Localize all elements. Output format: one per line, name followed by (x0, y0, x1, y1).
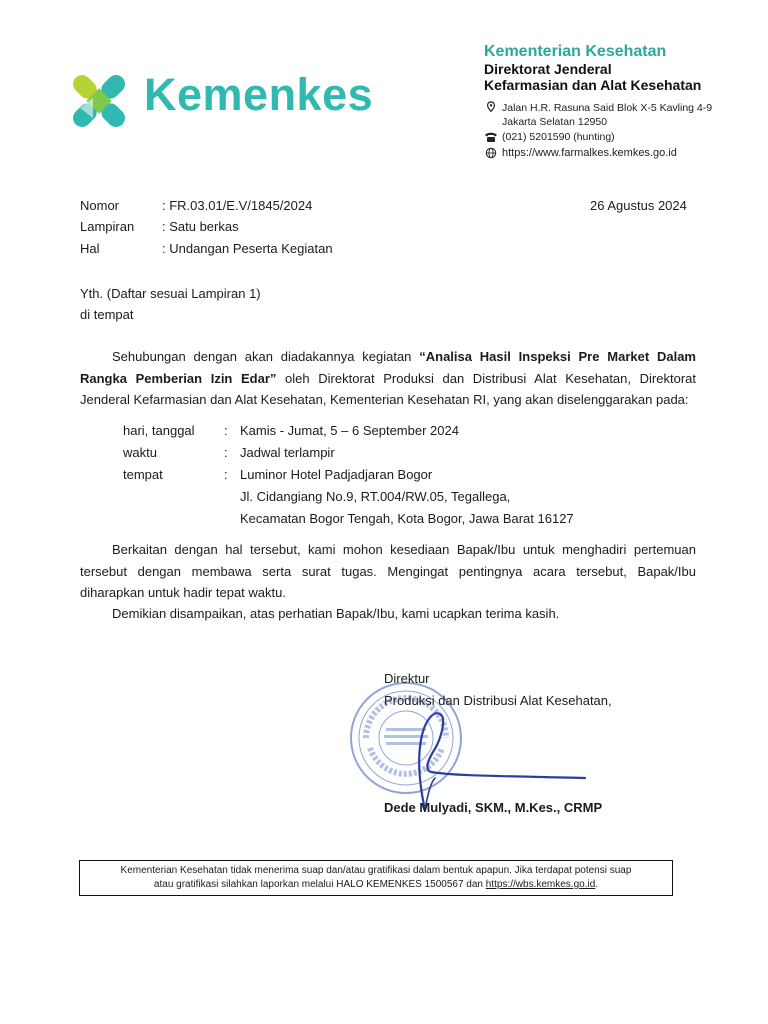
p1-line1 (112, 346, 696, 367)
footer-line2 (80, 878, 672, 892)
anti-gratification-notice (79, 860, 673, 896)
p1-event-title-a: “Analisa Hasil Inspeksi Pre Market Dalam (419, 349, 696, 364)
signatory-name: Dede Mulyadi, SKM., M.Kes., CRMP (384, 800, 603, 815)
signatory-title: Direktur (384, 671, 430, 686)
phone-block (484, 131, 615, 143)
footer-line1: Kementerian Kesehatan tidak menerima suap dan/atau gratifikasi dalam bentuk apapun. Jika terdapat potensi suap (120, 865, 632, 876)
tempat-value2: Jl. Cidangiang No.9, RT.004/RW.05, Tegallega, (240, 489, 511, 504)
lampiran-label: Lampiran (80, 219, 135, 234)
address-block (484, 101, 712, 129)
phone-number: (021) 5201590 (hunting) (502, 131, 615, 143)
p1-event-title-b: Rangka Pemberian Izin Edar” (80, 371, 277, 386)
lampiran-value: : Satu berkas (162, 219, 239, 234)
nomor-value: : FR.03.01/E.V/1845/2024 (162, 198, 313, 213)
wbs-link[interactable]: https://wbs.kemkes.go.id (485, 879, 596, 890)
address-line1: Jalan H.R. Rasuna Said Blok X-5 Kavling 4-9 (502, 102, 713, 114)
hal-label: Hal (80, 241, 100, 256)
hari-colon: : (224, 423, 228, 438)
website-block (484, 147, 677, 159)
p3-closing: Demikian disampaikan, atas perhatian Bapak/Ibu, kami ucapkan terima kasih. (112, 606, 560, 621)
hari-value: Kamis - Jumat, 5 – 6 September 2024 (240, 423, 459, 438)
tempat-colon: : (224, 467, 228, 482)
p2-line2: tersebut dengan membawa serta surat tugas. Mengingat pentingnya acara tersebut, Bapak/Ibu (80, 564, 696, 579)
p2-line3: diharapkan untuk hadir tepat waktu. (80, 585, 286, 600)
waktu-label: waktu (123, 445, 157, 460)
tempat-value3: Kecamatan Bogor Tengah, Kota Bogor, Jawa Barat 16127 (240, 511, 574, 526)
waktu-value: Jadwal terlampir (240, 445, 335, 460)
p1-line2 (80, 368, 696, 389)
p2-line1: Berkaitan dengan hal tersebut, kami mohon kesediaan Bapak/Ibu untuk menghadiri pertemuan (112, 542, 696, 557)
phone-icon (484, 131, 498, 143)
tempat-label: tempat (123, 467, 163, 482)
location-pin-icon (484, 101, 498, 113)
hal-value: : Undangan Peserta Kegiatan (162, 241, 333, 256)
letter-date: 26 Agustus 2024 (590, 198, 687, 213)
directorate-line2: Kefarmasian dan Alat Kesehatan (484, 77, 702, 93)
recipient-line1: Yth. (Daftar sesuai Lampiran 1) (80, 286, 261, 301)
tempat-value1: Luminor Hotel Padjadjaran Bogor (240, 467, 433, 482)
signatory-unit: Produksi dan Distribusi Alat Kesehatan, (384, 693, 612, 708)
logo-wordmark: Kemenkes (144, 69, 374, 120)
recipient-line2: di tempat (80, 307, 134, 322)
p1-line2-b: oleh Direktorat Produksi dan Distribusi Alat Kesehatan, Direktorat (276, 371, 696, 386)
address-line2: Jakarta Selatan 12950 (502, 116, 608, 128)
website-link[interactable]: https://www.farmalkes.kemkes.go.id (502, 147, 677, 159)
globe-icon (484, 147, 498, 159)
p1-line3: Jenderal Kefarmasian dan Alat Kesehatan, Kementerian Kesehatan RI, yang akan diselenggarakan pada: (80, 392, 689, 407)
nomor-label: Nomor (80, 198, 120, 213)
footer-line2-text: atau gratifikasi silahkan laporkan melalui HALO KEMENKES 1500567 dan (153, 879, 486, 890)
footer-line2-end: . (595, 879, 599, 890)
org-name: Kementerian Kesehatan (484, 43, 667, 60)
waktu-colon: : (224, 445, 228, 460)
p1-line1-a: Sehubungan dengan akan diadakannya kegiatan (112, 349, 420, 364)
directorate-line1: Direktorat Jenderal (484, 61, 612, 77)
kemenkes-logo-icon (60, 62, 138, 140)
hari-label: hari, tanggal (123, 423, 195, 438)
